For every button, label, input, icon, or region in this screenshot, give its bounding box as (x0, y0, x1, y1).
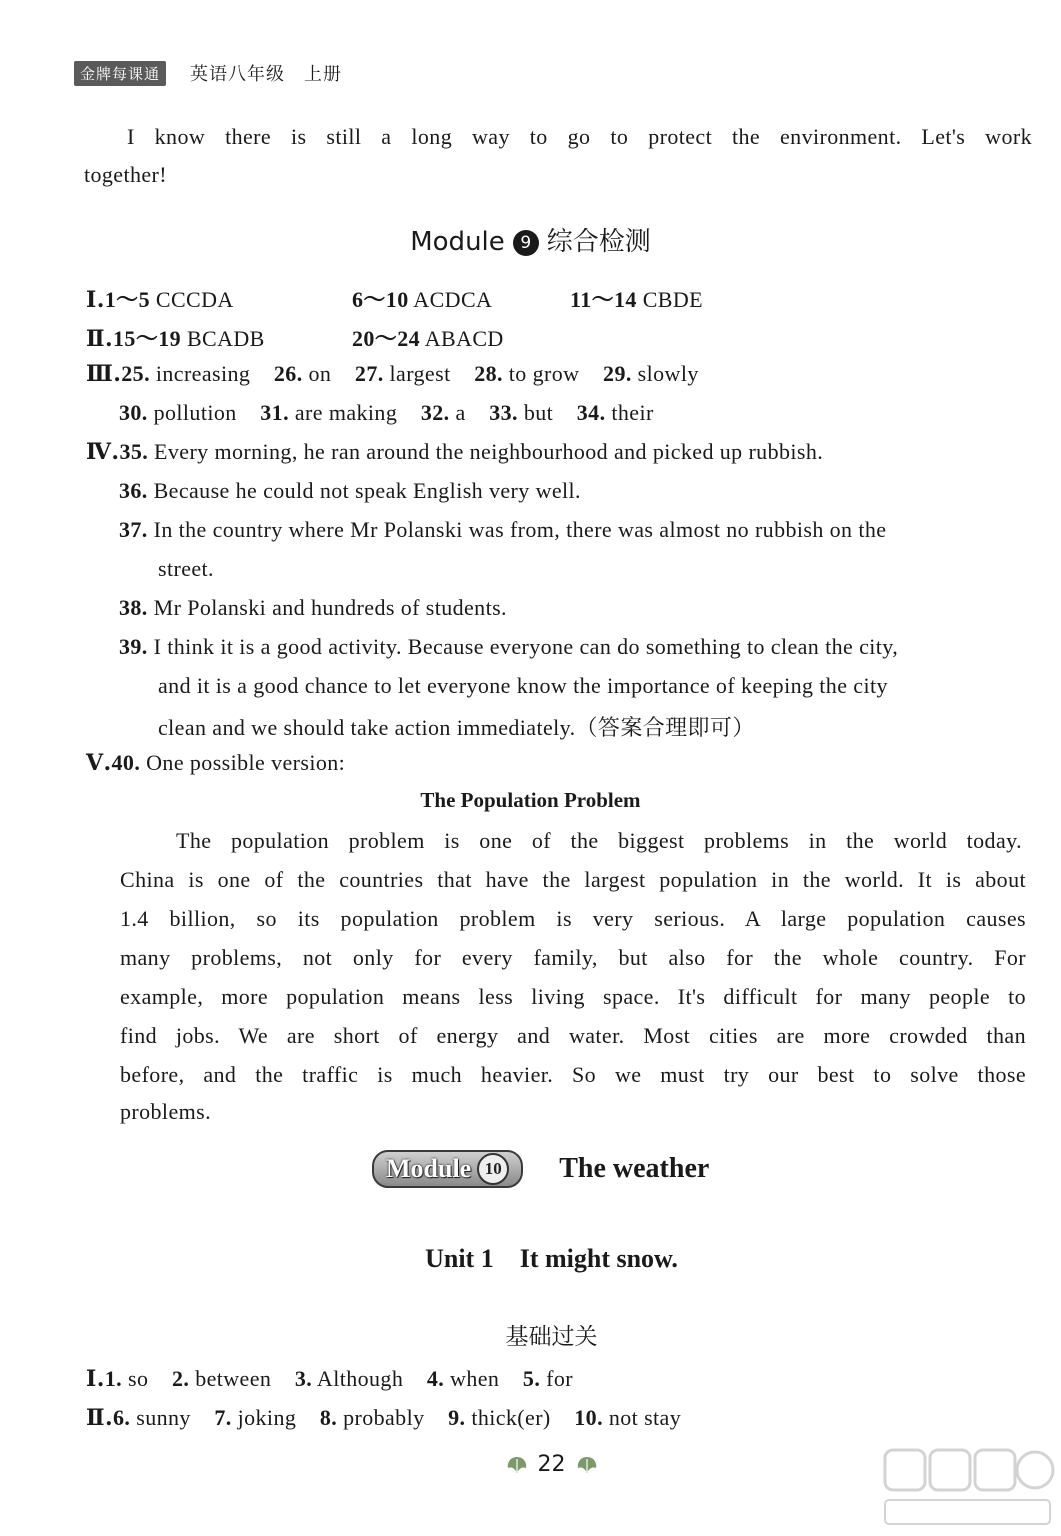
book-title: 英语八年级 上册 (190, 64, 343, 85)
item-number: 15～19 (113, 326, 182, 351)
essay-line: before, and the traffic is much heavier. So we must try our best to solve those (120, 1062, 1026, 1087)
item-number: 34. (576, 400, 606, 425)
item-answer: One possible version: (146, 750, 346, 775)
item-number: 6. (113, 1405, 131, 1430)
m9-sec1-group-2 (352, 283, 492, 314)
item-answer: I think it is a good activity. Because everyone can do something to clean the city, (153, 634, 899, 659)
item-number: 38. (119, 595, 148, 620)
section-number: Ⅰ. (86, 287, 105, 313)
m9-sec4-item-36 (119, 478, 581, 504)
item-number: 40. (111, 750, 141, 775)
m9-sec4-item-39-cont-2: clean and we should take action immediately.（答案合理即可） (158, 715, 755, 740)
section-number: Ⅱ. (86, 326, 114, 352)
essay-line: The population problem is one of the biggest problems in the world today. (176, 828, 1022, 853)
module10-badge-text: Module (386, 1154, 472, 1183)
item-answer: Every morning, he ran around the neighbourhood and picked up rubbish. (154, 439, 824, 464)
m10-sec1 (86, 1366, 573, 1392)
section-number: Ⅳ. (86, 439, 120, 465)
m9-sec4-item-39 (119, 634, 898, 660)
intro-line-2: together! (84, 162, 168, 187)
item-answer: on (308, 361, 332, 386)
item-number: 36. (119, 478, 148, 503)
item-number: 39. (119, 634, 148, 659)
item-number: 30. (119, 400, 148, 425)
m9-sec3-row-2 (119, 400, 654, 426)
leaf-icon (506, 1456, 528, 1474)
essay-line: many problems, not only for every family, but also for the whole country. For (120, 945, 1026, 970)
section-subtitle: 基础过关 (505, 1324, 598, 1350)
m9-sec3-row-1 (86, 361, 699, 387)
module9-number-badge: 9 (513, 230, 539, 256)
intro-line-1: I know there is still a long way to go to protect the environment. Let's work (127, 124, 1032, 149)
module9-title-post: 综合检测 (546, 227, 651, 257)
item-answer: CCCDA (155, 287, 234, 312)
item-number: 20～24 (352, 326, 421, 351)
item-number: 26. (273, 361, 303, 386)
item-number: 25. (121, 361, 150, 386)
m9-sec2 (86, 322, 265, 353)
essay-line: problems. (120, 1099, 211, 1124)
item-number: 10. (574, 1405, 603, 1430)
item-number: 5. (522, 1366, 541, 1391)
section-number: Ⅱ. (86, 1405, 114, 1431)
item-number: 37. (119, 517, 148, 542)
essay-line: 1.4 billion, so its population problem is very serious. A large population causes (120, 906, 1026, 931)
leaf-icon (576, 1456, 598, 1474)
item-answer: a (455, 400, 466, 425)
item-number: 6～10 (352, 287, 409, 312)
m9-sec1 (86, 283, 234, 314)
item-answer: CBDE (642, 287, 703, 312)
item-number: 8. (319, 1405, 338, 1430)
module10-topic: The weather (559, 1153, 710, 1184)
item-answer: to grow (508, 361, 580, 386)
item-answer: probably (343, 1405, 425, 1430)
item-answer: largest (389, 361, 451, 386)
item-answer: ACDCA (413, 287, 493, 312)
item-answer: between (195, 1366, 272, 1391)
item-answer: not stay (608, 1405, 682, 1430)
module10-heading (372, 1150, 709, 1188)
section-number: Ⅲ. (86, 361, 122, 387)
item-answer: ABACD (424, 326, 504, 351)
m9-sec2-group-2 (352, 322, 504, 353)
item-answer: joking (237, 1405, 297, 1430)
unit-title: Unit 1 It might snow. (425, 1244, 678, 1273)
m9-sec1-group-3 (570, 283, 703, 314)
item-answer: are making (294, 400, 398, 425)
m9-sec4-item-37-cont: street. (158, 556, 214, 581)
module10-number: 10 (477, 1153, 509, 1185)
item-answer: BCADB (186, 326, 265, 351)
m9-sec4-item-39-cont-1: and it is a good chance to let everyone know the importance of keeping the city (158, 673, 888, 698)
essay-line: find jobs. We are short of energy and water. Most cities are more crowded than (120, 1023, 1026, 1048)
module10-badge (372, 1150, 523, 1188)
item-number: 31. (260, 400, 289, 425)
m9-sec5 (86, 750, 345, 776)
item-answer: Because he could not speak English very well. (153, 478, 581, 503)
item-answer: In the country where Mr Polanski was from, there was almost no rubbish on the (153, 517, 887, 542)
m9-sec4-item-37 (119, 517, 886, 543)
section-number: Ⅰ. (86, 1366, 105, 1392)
watermark-icon (880, 1445, 1055, 1530)
item-number: 9. (448, 1405, 466, 1430)
item-answer: but (523, 400, 554, 425)
item-number: 33. (489, 400, 518, 425)
item-number: 1. (104, 1366, 123, 1391)
item-number: 35. (119, 439, 149, 464)
m9-sec4-item-35 (86, 439, 823, 465)
m10-sec2 (86, 1405, 681, 1431)
item-answer: pollution (153, 400, 237, 425)
brand-logo: 金牌每课通 (74, 61, 166, 86)
page-number: 22 (537, 1452, 566, 1477)
item-number: 28. (474, 361, 503, 386)
item-number: 27. (354, 361, 384, 386)
m9-sec4-item-38 (119, 595, 507, 621)
item-answer: Although (316, 1366, 404, 1391)
item-number: 11～14 (570, 287, 637, 312)
item-number: 3. (294, 1366, 313, 1391)
section-number: Ⅴ. (86, 750, 112, 776)
item-answer: so (127, 1366, 149, 1391)
item-number: 1～5 (104, 287, 150, 312)
item-answer: when (450, 1366, 500, 1391)
item-number: 4. (426, 1366, 445, 1391)
module9-title-pre: Module (410, 227, 505, 257)
item-answer: sunny (136, 1405, 191, 1430)
essay-title: The Population Problem (420, 788, 641, 812)
item-answer: Mr Polanski and hundreds of students. (153, 595, 507, 620)
item-answer: for (546, 1366, 573, 1391)
item-number: 29. (603, 361, 632, 386)
item-answer: their (611, 400, 654, 425)
essay-line: example, more population means less living space. It's difficult for many people to (120, 984, 1026, 1009)
page-header (74, 60, 342, 86)
item-number: 32. (420, 400, 450, 425)
item-answer: slowly (637, 361, 699, 386)
module9-title (0, 221, 1061, 258)
item-number: 7. (214, 1405, 232, 1430)
item-answer: increasing (155, 361, 251, 386)
item-number: 2. (171, 1366, 190, 1391)
essay-line: China is one of the countries that have the largest population in the world. It is about (120, 867, 1026, 892)
item-answer: thick(er) (471, 1405, 551, 1430)
